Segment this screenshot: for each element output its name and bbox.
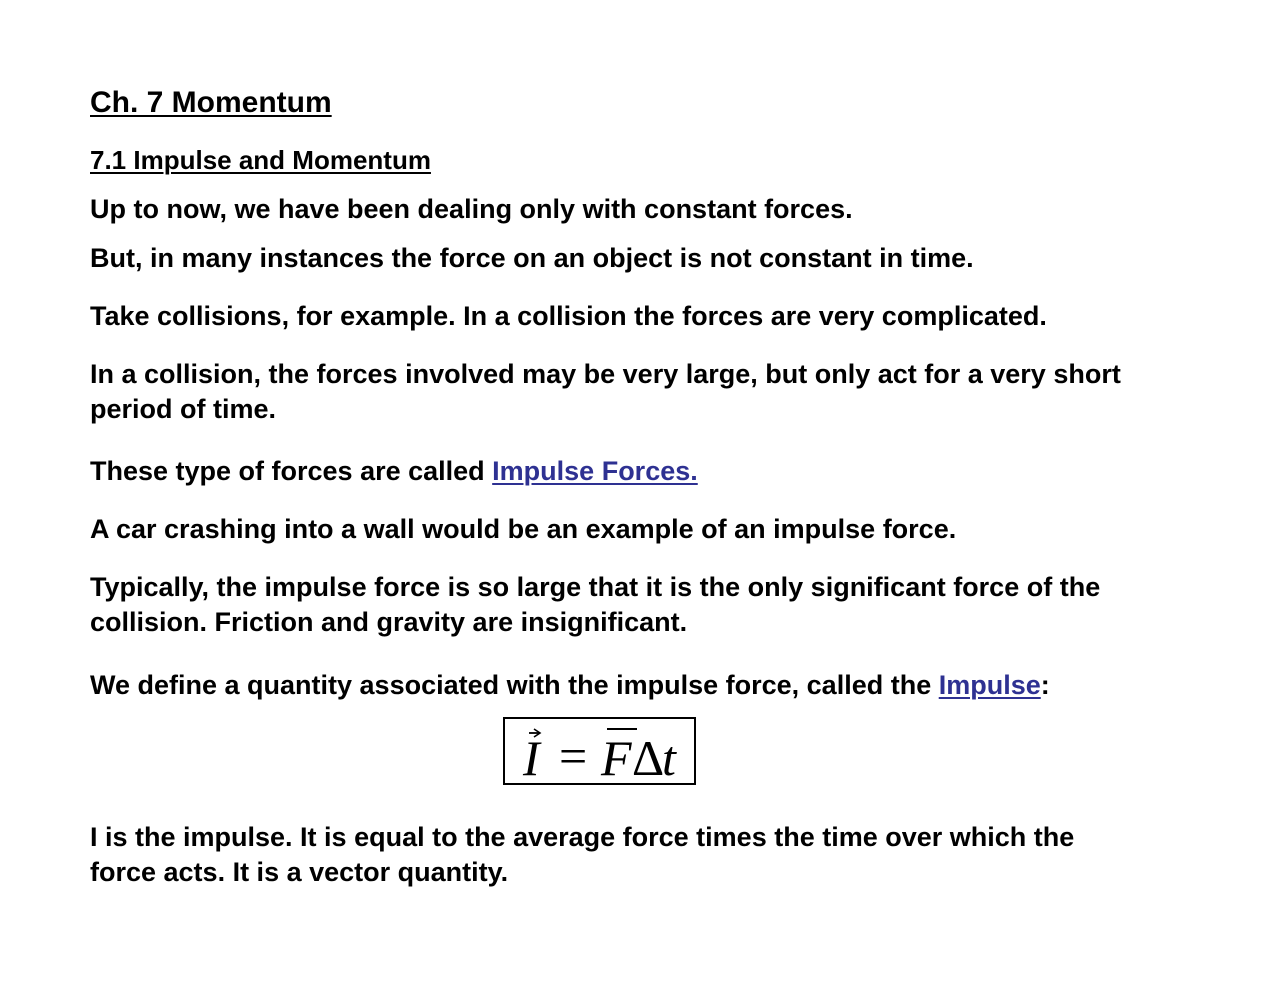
impulse-forces-link[interactable]: Impulse Forces.: [492, 456, 698, 486]
define-impulse-text: We define a quantity associated with the impulse force, called the: [90, 670, 939, 700]
define-impulse-colon: :: [1040, 670, 1050, 700]
paragraph-impulse-forces: [90, 454, 698, 489]
paragraph-collisions: Take collisions, for example. In a collision the forces are very complicated.: [90, 301, 1047, 331]
formula-delta-symbol: Δ: [632, 730, 665, 783]
paragraph-significant-force-line-2: collision. Friction and gravity are insignificant.: [90, 607, 688, 637]
paragraph-large-forces-line-2: period of time.: [90, 394, 277, 424]
paragraph-impulse-definition-line-1: I is the impulse. It is equal to the average force times the time over which the: [90, 822, 1075, 852]
paragraph-impulse-definition-line-2: force acts. It is a vector quantity.: [90, 857, 509, 887]
chapter-title: Ch. 7 Momentum: [90, 86, 332, 119]
paragraph-define-impulse: [90, 668, 1050, 703]
formula-time-symbol: t: [662, 730, 676, 783]
impulse-forces-intro-text: These type of forces are called: [90, 456, 493, 486]
impulse-link[interactable]: Impulse: [938, 670, 1041, 700]
paragraph-constant-forces: Up to now, we have been dealing only with constant forces.: [90, 194, 853, 224]
impulse-formula-box: [503, 717, 696, 785]
impulse-formula: [505, 719, 694, 783]
paragraph-not-constant: But, in many instances the force on an object is not constant in time.: [90, 243, 974, 273]
formula-impulse-symbol: I: [523, 730, 540, 783]
formula-equals-sign: =: [559, 728, 588, 783]
section-title: 7.1 Impulse and Momentum: [90, 145, 431, 175]
paragraph-car-crash: A car crashing into a wall would be an example of an impulse force.: [90, 514, 957, 544]
formula-force-symbol: F: [601, 730, 632, 783]
paragraph-significant-force-line-1: Typically, the impulse force is so large that it is the only significant force of the: [90, 572, 1101, 602]
paragraph-large-forces-line-1: In a collision, the forces involved may be very large, but only act for a very short: [90, 359, 1121, 389]
